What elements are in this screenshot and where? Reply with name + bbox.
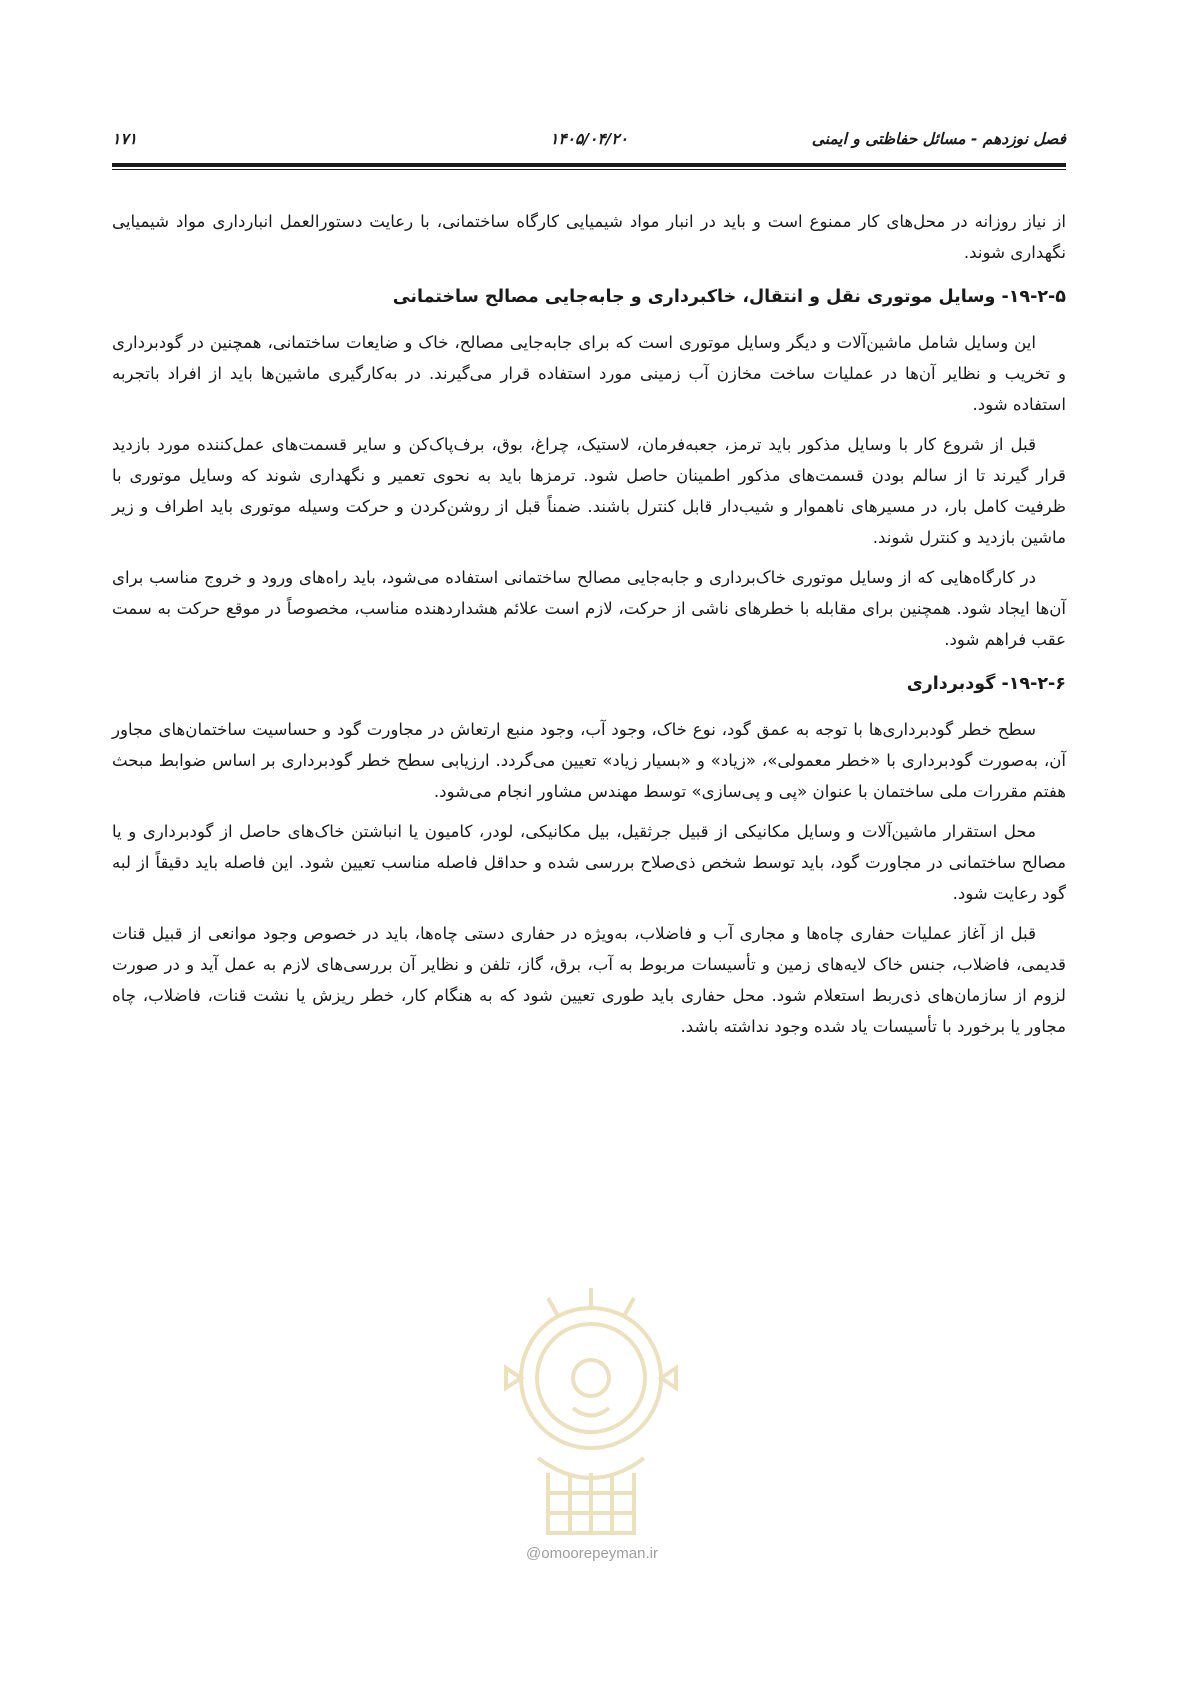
- header-date: ۱۴۰۵/۰۴/۲۰: [550, 130, 628, 148]
- paragraph: این وسایل شامل ماشین‌آلات و دیگر وسایل موتوری است که برای جابه‌جایی مصالح، خاک و ضایعات ساختمانی، همچنین در گودبرداری و تخریب و نظایر آن‌ها در عملیات ساخت مخازن آب زمینی مورد استفاده قرار می‌گیرند. در به‌کارگیری ماشین‌ها باید از افراد باتجربه استفاده شود.: [112, 333, 1066, 414]
- header-rule-thick: [112, 163, 1066, 167]
- running-header: [112, 130, 1066, 154]
- body-text: [112, 206, 1066, 1051]
- watermark-logo: [478, 1268, 704, 1558]
- header-rule-thin: [112, 169, 1066, 170]
- paragraph: محل استقرار ماشین‌آلات و وسایل مکانیکی از قبیل جرثقیل، بیل مکانیکی، لودر، کامیون یا انباشتن خاک‌های حاصل از گودبرداری و یا مصالح ساختمانی در مجاورت گود، باید توسط شخص ذی‌صلاح بررسی شده و حداقل فاصله مناسب تعیین شود. این فاصله باید دقیقاً از لبه گود رعایت شود.: [112, 822, 1066, 903]
- watermark-url: @omoorepeyman.ir: [526, 1545, 658, 1562]
- paragraph: سطح خطر گودبرداری‌ها با توجه به عمق گود، نوع خاک، وجود آب، وجود منبع ارتعاش در مجاورت گود و حساسیت ساختمان‌های مجاور آن، به‌صورت گودبرداری با «خطر معمولی»، «زیاد» و «بسیار زیاد» تعیین می‌گردد. ارزیابی سطح خطر گودبرداری بر اساس ضوابط مبحث هفتم مقررات ملی ساختمان با عنوان «پی و پی‌سازی» توسط مهندس مشاور انجام می‌شود.: [112, 720, 1066, 801]
- paragraph: قبل از آغاز عملیات حفاری چاه‌ها و مجاری آب و فاضلاب، به‌ویژه در حفاری دستی چاه‌ها، باید در خصوص وجود موانعی از قبیل قنات قدیمی، فاضلاب، جنس خاک لایه‌های زمین و تأسیسات مربوط به آب، برق، گاز، تلفن و نظایر آن بررسی‌های لازم به عمل آید و در صورت لزوم از سازمان‌های ذی‌ربط استعلام شود. محل حفاری باید طوری تعیین شود که به هنگام کار، خطر ریزش یا نشت قنات، فاضلاب، چاه مجاور یا برخورد با تأسیسات یاد شده وجود نداشته باشد.: [112, 924, 1066, 1036]
- page-number: ۱۷۱: [112, 130, 137, 148]
- chapter-title: فصل نوزدهم - مسائل حفاظتی و ایمنی: [811, 130, 1066, 148]
- paragraph: قبل از شروع کار با وسایل مذکور باید ترمز، جعبه‌فرمان، لاستیک، چراغ، بوق، برف‌پاک‌کن و سایر قسمت‌های عمل‌کننده مورد بازدید قرار گیرند تا از سالم بودن قسمت‌های مذکور اطمینان حاصل شود. ترمزها باید به نحوی تعمیر و نگهداری شوند که وسایل موتوری با ظرفیت کامل بار، در مسیرهای ناهموار و شیب‌دار قابل کنترل باشند. ضمناً قبل از روشن‌کردن و حرکت وسیله موتوری باید اطراف و زیر ماشین بازدید و کنترل شوند.: [112, 435, 1066, 547]
- section-heading: ۱۹-۲-۶- گودبرداری: [906, 674, 1066, 694]
- paragraph: از نیاز روزانه در محل‌های کار ممنوع است و باید در انبار مواد شیمیایی کارگاه ساختمانی، با رعایت دستورالعمل انبارداری مواد شیمیایی نگهداری شوند.: [112, 212, 1066, 262]
- paragraph: در کارگاه‌هایی که از وسایل موتوری خاک‌برداری و جابه‌جایی مصالح ساختمانی استفاده می‌شود، باید راه‌های ورود و خروج مناسب برای آن‌ها ایجاد شود. همچنین برای مقابله با خطرهای ناشی از حرکت، لازم است علائم هشداردهنده مناسب، مخصوصاً در موقع حرکت به سمت عقب فراهم شود.: [112, 568, 1066, 649]
- section-heading: ۱۹-۲-۵- وسایل موتوری نقل و انتقال، خاکبرداری و جابه‌جایی مصالح ساختمانی: [392, 287, 1066, 307]
